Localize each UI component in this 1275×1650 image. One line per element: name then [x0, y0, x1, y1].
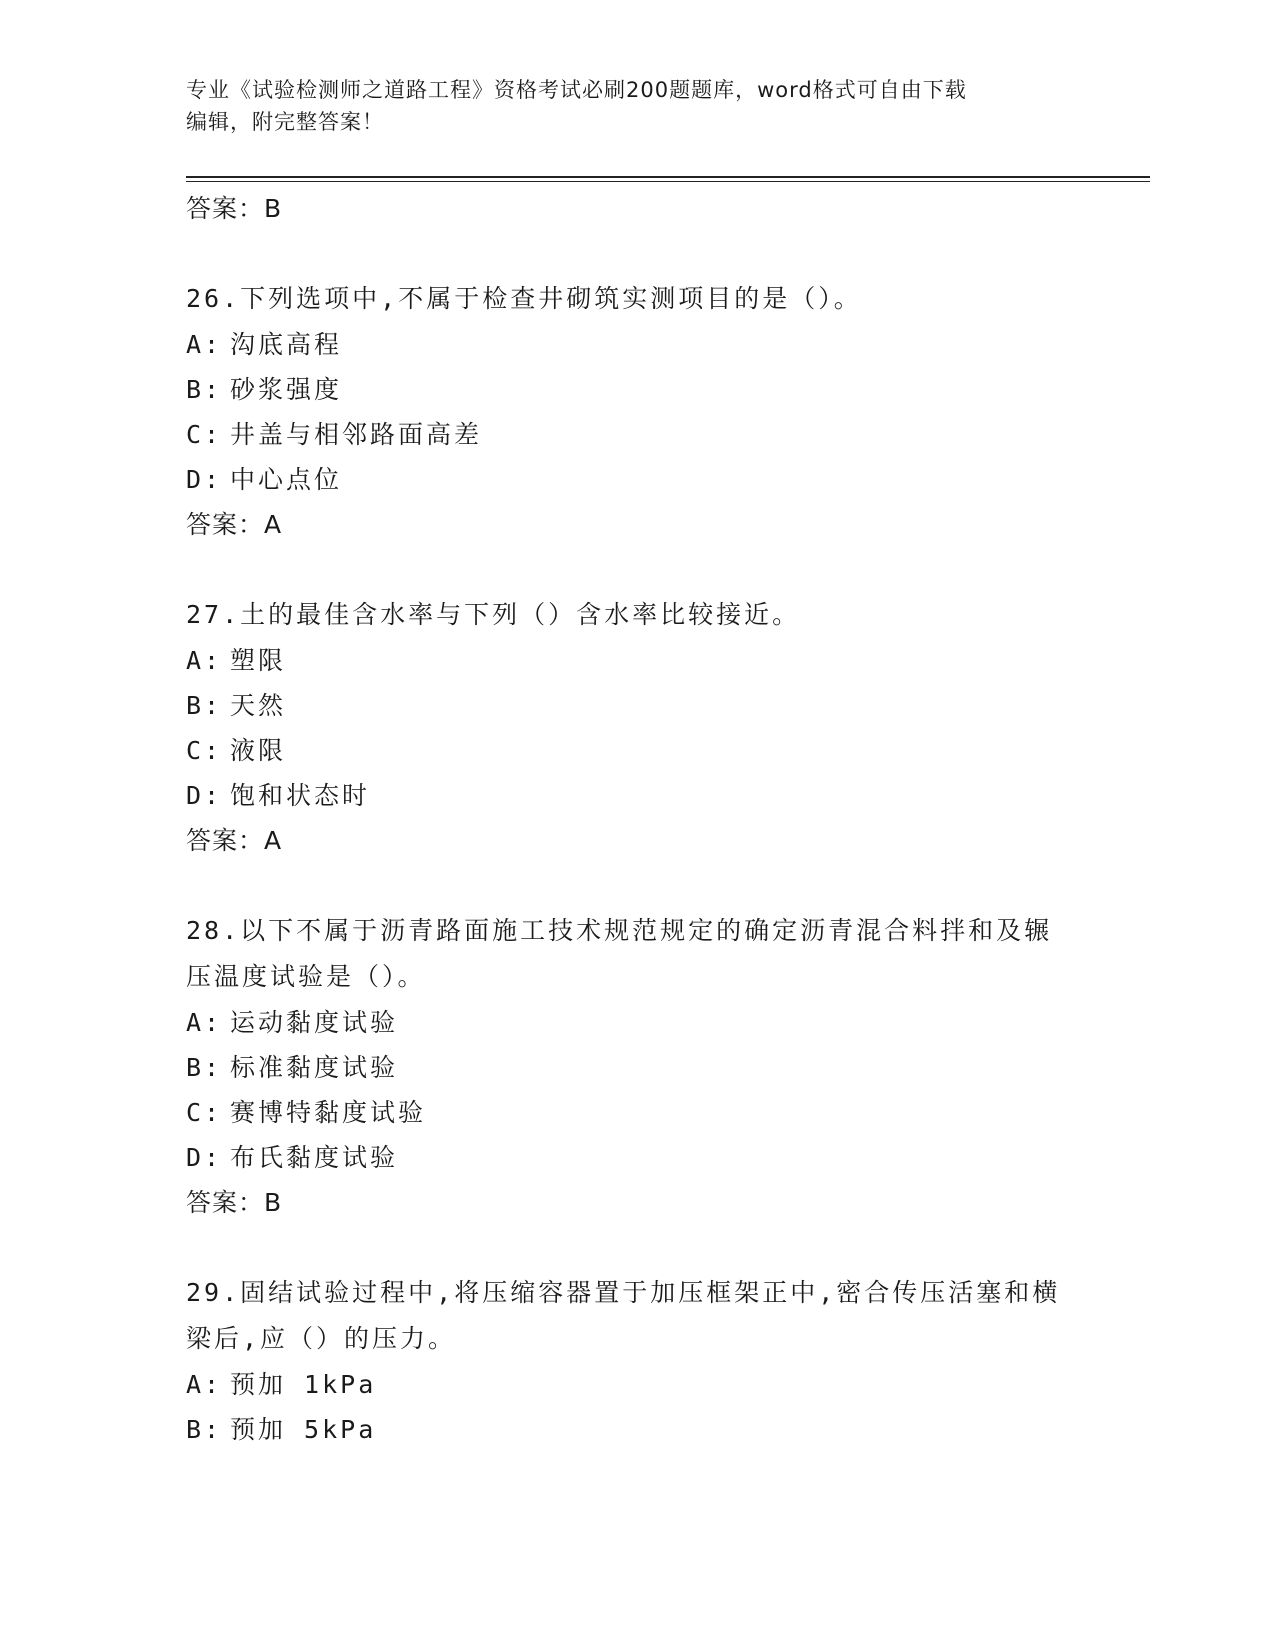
answer-line: 答案：A — [186, 510, 283, 539]
option-label: A: — [186, 646, 223, 675]
option-text: 沟底高程 — [230, 330, 343, 359]
answer-line: 答案：B — [186, 194, 283, 223]
option-a — [186, 1362, 1086, 1407]
answer-line: 答案：A — [186, 826, 283, 855]
question-list — [186, 186, 1086, 1452]
option-label: A: — [186, 1370, 223, 1399]
question-item — [186, 592, 1086, 864]
option-text: 塑限 — [230, 646, 287, 675]
question-stem: 27.土的最佳含水率与下列（）含水率比较接近。 — [186, 600, 801, 629]
option-text: 砂浆强度 — [230, 375, 343, 404]
header-line-1: 专业《试验检测师之道路工程》资格考试必刷200题题库，word格式可自由下载 — [186, 78, 967, 102]
option-text: 预加 1kPa — [230, 1370, 377, 1399]
question-item — [186, 908, 1086, 1226]
option-label: B: — [186, 1053, 223, 1082]
option-text: 布氏黏度试验 — [230, 1143, 399, 1172]
option-c — [186, 412, 1086, 457]
option-text: 预加 5kPa — [230, 1415, 377, 1444]
option-text: 液限 — [230, 736, 287, 765]
question-item — [186, 276, 1086, 548]
option-d — [186, 1135, 1086, 1180]
header-line-2: 编辑，附完整答案！ — [186, 110, 384, 134]
option-label: A: — [186, 330, 223, 359]
option-label: C: — [186, 420, 223, 449]
option-label: B: — [186, 375, 223, 404]
option-text: 标准黏度试验 — [230, 1053, 399, 1082]
option-text: 天然 — [230, 691, 287, 720]
option-b — [186, 1045, 1086, 1090]
answer-line: 答案：B — [186, 1188, 283, 1217]
option-label: D: — [186, 781, 223, 810]
option-c — [186, 728, 1086, 773]
option-text: 井盖与相邻路面高差 — [230, 420, 483, 449]
option-d — [186, 773, 1086, 818]
option-text: 饱和状态时 — [230, 781, 371, 810]
question-stem: 28.以下不属于沥青路面施工技术规范规定的确定沥青混合料拌和及辗压温度试验是（）。 — [186, 916, 1053, 991]
option-label: C: — [186, 1098, 223, 1127]
option-label: B: — [186, 1415, 223, 1444]
option-label: D: — [186, 1143, 223, 1172]
option-label: B: — [186, 691, 223, 720]
option-a — [186, 1000, 1086, 1045]
option-label: A: — [186, 1008, 223, 1037]
option-text: 运动黏度试验 — [230, 1008, 399, 1037]
option-c — [186, 1090, 1086, 1135]
option-text: 中心点位 — [230, 465, 343, 494]
option-label: C: — [186, 736, 223, 765]
option-a — [186, 638, 1086, 683]
option-text: 赛博特黏度试验 — [230, 1098, 427, 1127]
option-b — [186, 367, 1086, 412]
option-b — [186, 683, 1086, 728]
document-header — [186, 74, 1086, 138]
question-stem: 26.下列选项中,不属于检查井砌筑实测项目的是（）。 — [186, 284, 862, 313]
option-d — [186, 457, 1086, 502]
option-label: D: — [186, 465, 223, 494]
header-rule-thin — [186, 181, 1150, 182]
option-b — [186, 1407, 1086, 1452]
header-rule-thick — [186, 176, 1150, 178]
question-item — [186, 1270, 1086, 1452]
option-a — [186, 322, 1086, 367]
question-stem: 29.固结试验过程中,将压缩容器置于加压框架正中,密合传压活塞和横梁后,应（）的压力。 — [186, 1278, 1061, 1353]
